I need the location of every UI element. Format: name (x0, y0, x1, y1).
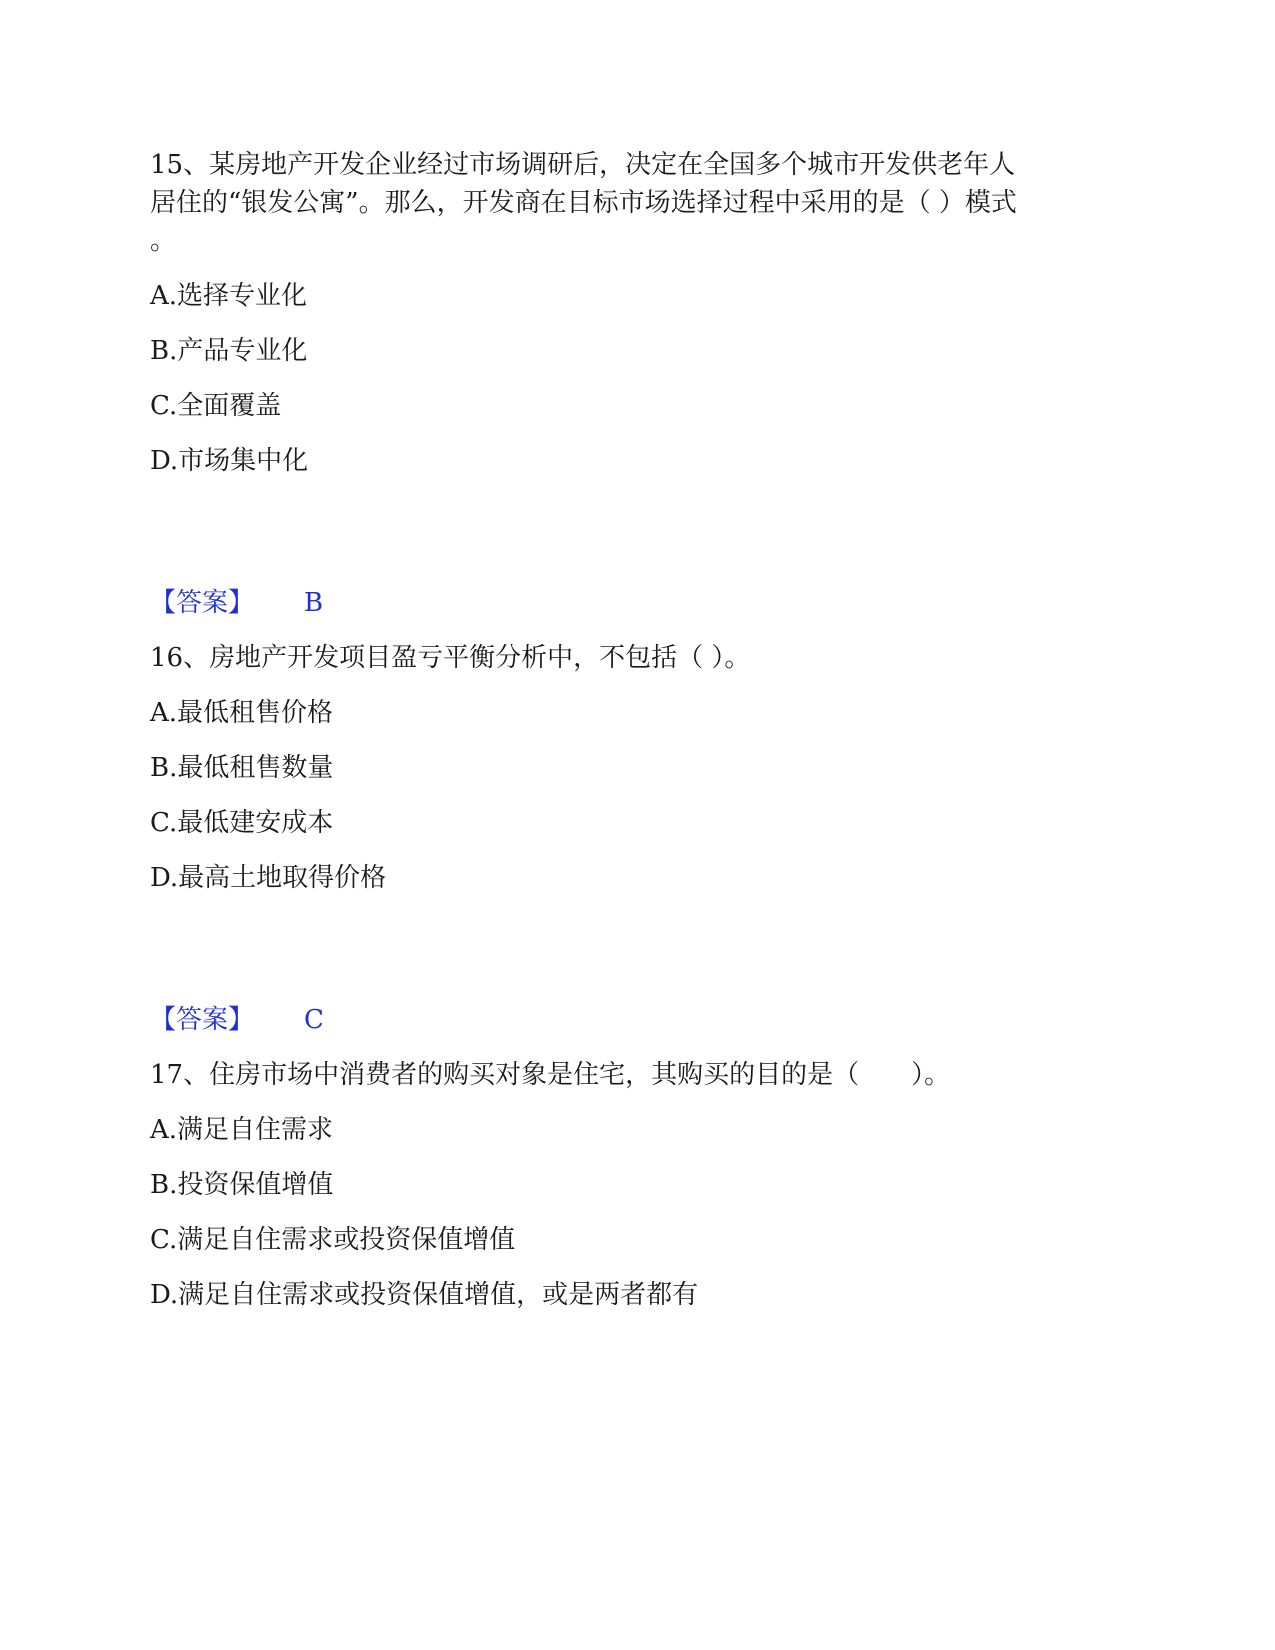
question-15-line-1: 15、某房地产开发企业经过市场调研后，决定在全国多个城市开发供老年人 (150, 150, 1016, 180)
question-16-line-1: 16、房地产开发项目盈亏平衡分析中，不包括（ ）。 (150, 643, 751, 673)
question-16-option-c: C.最低建安成本 (150, 808, 334, 838)
question-15-option-d: D.市场集中化 (150, 446, 309, 476)
question-17-option-b: B.投资保值增值 (150, 1170, 334, 1200)
question-16-answer (150, 1007, 324, 1033)
answer-label: 【答案】 (150, 1005, 255, 1035)
answer-value: B (304, 588, 324, 618)
question-16-option-b: B.最低租售数量 (150, 753, 334, 783)
question-17-option-a: A.满足自住需求 (150, 1115, 334, 1145)
question-15-line-2: 居住的“银发公寓”。那么，开发商在目标市场选择过程中采用的是（ ）模式 (150, 188, 1017, 218)
question-15-answer (150, 590, 323, 616)
answer-value: C (304, 1005, 324, 1035)
answer-label: 【答案】 (150, 588, 255, 618)
question-16-option-d: D.最高土地取得价格 (150, 863, 387, 893)
question-17-line-1: 17、住房市场中消费者的购买对象是住宅，其购买的目的是（ ）。 (150, 1060, 951, 1090)
question-15-option-a: A.选择专业化 (150, 281, 308, 311)
question-15-option-b: B.产品专业化 (150, 336, 308, 366)
question-15-option-c: C.全面覆盖 (150, 391, 282, 421)
question-16-option-a: A.最低租售价格 (150, 698, 334, 728)
question-17-option-d: D.满足自住需求或投资保值增值，或是两者都有 (150, 1280, 699, 1310)
question-17-option-c: C.满足自住需求或投资保值增值 (150, 1225, 516, 1255)
question-15-line-3: 。 (150, 226, 177, 256)
